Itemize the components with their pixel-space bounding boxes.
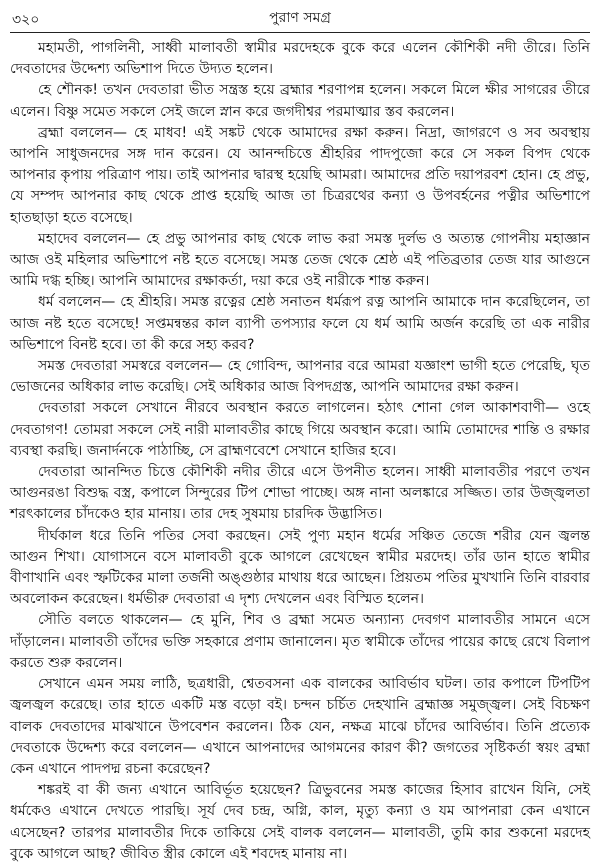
paragraph: দীর্ঘকাল ধরে তিনি পতির সেবা করছেন। সেই পুণ্য মহান ধর্মের সঞ্চিত তেজে শরীর যেন জ্বলন্ত আগুন শিখা। যোগাসনে বসে মালাবতী বুকে আগলে রেখেছেন স্বামীর মরদেহ। তাঁর ডান হাতে স্বামীর বীণাখানি এবং স্ফটিকের মালা তর্জনী অঙ্গুষ্ঠার মাথায় ধরে আছেন। প্রিয়তম পতির মুখখানি তিনি বারবার অবলোকন করেছেন। ধর্মভীরু দেবতারা এ দৃশ্য দেখলেন এবং বিস্মিত হলেন। [10,527,590,608]
header-rule [10,32,590,33]
paragraph: মহামতী, পাগলিনী, সাধ্বী মালাবতী স্বামীর মরদেহকে বুকে করে এলেন কৌশিকী নদী তীরে। তিনি দেবতাদের উদ্দেশ্য অভিশাপ দিতে উদ্যত হলেন। [10,40,590,78]
body-text [10,38,590,865]
paragraph: হে শৌনক! তখন দেবতারা ভীত সন্ত্রস্ত হয়ে ব্রহ্মার শরণাপন্ন হলেন। সকলে মিলে ক্ষীর সাগরের তীরে এলেন। বিষ্ণু সমেত সকলে সেই জলে স্নান করে জগদীশ্বর পরমাত্মার স্তব করলেন। [10,82,590,120]
paragraph: সৌতি বলতে থাকলেন— হে মুনি, শিব ও ব্রহ্মা সমেত অন্যান্য দেবগণ মালাবতীর সামনে এসে দাঁড়ালেন। মালাবতী তাঁদের ভক্তি সহকারে প্রণাম জানালেন। মৃত স্বামীকে তাঁদের পায়ের কাছে রেখে বিলাপ করতে শুরু করলেন। [10,612,590,671]
paragraph: দেবতারা আনন্দিত চিত্তে কৌশিকী নদীর তীরে এসে উপনীত হলেন। সাধ্বী মালাবতীর পরণে তখন আগুনরঙা বিশুদ্ধ বস্ত্র, কপালে সিন্দুরের টিপ শোভা পাচ্ছে। অঙ্গ নানা অলঙ্কারে সজ্জিত। তার উজ্জ্বলতা শরৎকালের চাঁদকেও হার মানায়। তার দেহ সুষমায় চারদিক উদ্ভাসিত। [10,464,590,523]
page-header [0,0,600,34]
paragraph: দেবতারা সকলে সেখানে নীরবে অবস্থান করতে লাগলেন। হঠাৎ শোনা গেল আকাশবাণী— ওহে দেবতাগণ! তোমরা সকলে সেই নারী মালাবতীর কাছে গিয়ে অবস্থান করো। আমি তোমাদের শান্তি ও রক্ষার ব্যবস্থা করছি। জনার্দনকে পাঠাচ্ছি, সে ব্রাহ্মণবেশে সেখানে হাজির হবে। [10,400,590,459]
running-title: পুরাণ সমগ্র [269,10,331,26]
paragraph: সেখানে এমন সময় লাঠি, ছত্রধারী, শ্বেতবসনা এক বালকের আবির্ভাব ঘটল। তার কপালে টিপটিপ জ্বলজ্বল করেছে। তার হাতে একটি মস্ত বড়ো বই। চন্দন চর্চিত দেহখানি ব্রহ্মাজ্ঞ সমুজ্জ্বল। সেই বিচক্ষণ বালক দেবতাদের মাঝখানে উপবেশন করলেন। ঠিক যেন, নক্ষত্র মাঝে চাঁদের আবির্ভাব। তিনি প্রত্যেক দেবতাকে উদ্দেশ্য করে বললেন— এখানে আপনাদের আগমনের কারণ কী? জগতের সৃষ্টিকর্তা স্বয়ং ব্রহ্মা কেন এখানে পাদপদ্ম রচনা করেছেন? [10,676,590,777]
page-number: ৩২০ [12,12,40,28]
paragraph: ব্রহ্মা বললেন— হে মাধব! এই সঙ্কট থেকে আমাদের রক্ষা করুন। নিদ্রা, জাগরণে ও সব অবস্থায় আপনি সাধুজনদের সঙ্গ দান করেন। যে আনন্দচিত্তে শ্রীহরির পাদপুজো করে সে সকল বিপদ থেকে আপনার কৃপায় পরিত্রাণ পায়। তাই আপনার দ্বারস্থ হয়েছি আমরা। আমাদের প্রতি দয়াপরবশ হোন। হে প্রভু, যে সম্পদ আপনার কাছ থেকে প্রাপ্ত হয়েছি আজ তা চিত্ররথের কন্যা ও উপবর্হনের পত্নীর অভিশাপে হাতছাড়া হতে বসেছে। [10,124,590,226]
paragraph: ধর্ম বললেন— হে শ্রীহরি। সমস্ত রত্নের শ্রেষ্ঠ সনাতন ধর্মরূপ রত্ন আপনি আমাকে দান করেছিলেন, তা আজ নষ্ট হতে বসেছে! সপ্তমন্বন্তর কাল ব্যাপী তপস্যার ফলে যে ধর্ম আমি অর্জন করেছি তা এক নারীর অভিশাপে বিনষ্ট হবে। তা কী করে সহ্য করব? [10,294,590,353]
paragraph: মহাদেব বললেন— হে প্রভু আপনার কাছ থেকে লাভ করা সমস্ত দুর্লভ ও অত্যন্ত গোপনীয় মহাজ্ঞান আজ ওই মহিলার অভিশাপে নষ্ট হতে বসেছে। সমস্ত তেজ থেকে শ্রেষ্ঠ এই পতিব্রতার তেজ যার আগুনে আমি দগ্ধ হচ্ছি। আপনি আমাদের রক্ষাকর্তা, দয়া করে ওই নারীকে শান্ত করুন। [10,230,590,290]
paragraph: সমস্ত দেবতারা সমস্বরে বললেন— হে গোবিন্দ, আপনার বরে আমরা যজ্ঞাংশ ভাগী হতে পেরেছি, ঘৃত ভোজনের অধিকার লাভ করেছি। সেই অধিকার আজ বিপদগ্রস্ত, আপনি আমাদের রক্ষা করুন। [10,358,590,396]
paragraph: শঙ্করই বা কী জন্য এখানে আবির্ভূত হয়েছেন? ত্রিভুবনের সমস্ত কাজের হিসাব রাখেন যিনি, সেই ধর্মকেও এখানে দেখতে পারছি। সূর্য দেব চন্দ্র, অগ্নি, কাল, মৃত্যু কন্যা ও যম আপনারা কেন এখানে এসেছেন? তারপর মালাবতীর দিকে তাকিয়ে সেই বালক বললেন— মালাবতী, তুমি কার শুকনো মরদেহ বুকে আগলে আছ? জীবিত স্ত্রীর কোলে এই শবদেহ মানায় না। [10,782,590,862]
